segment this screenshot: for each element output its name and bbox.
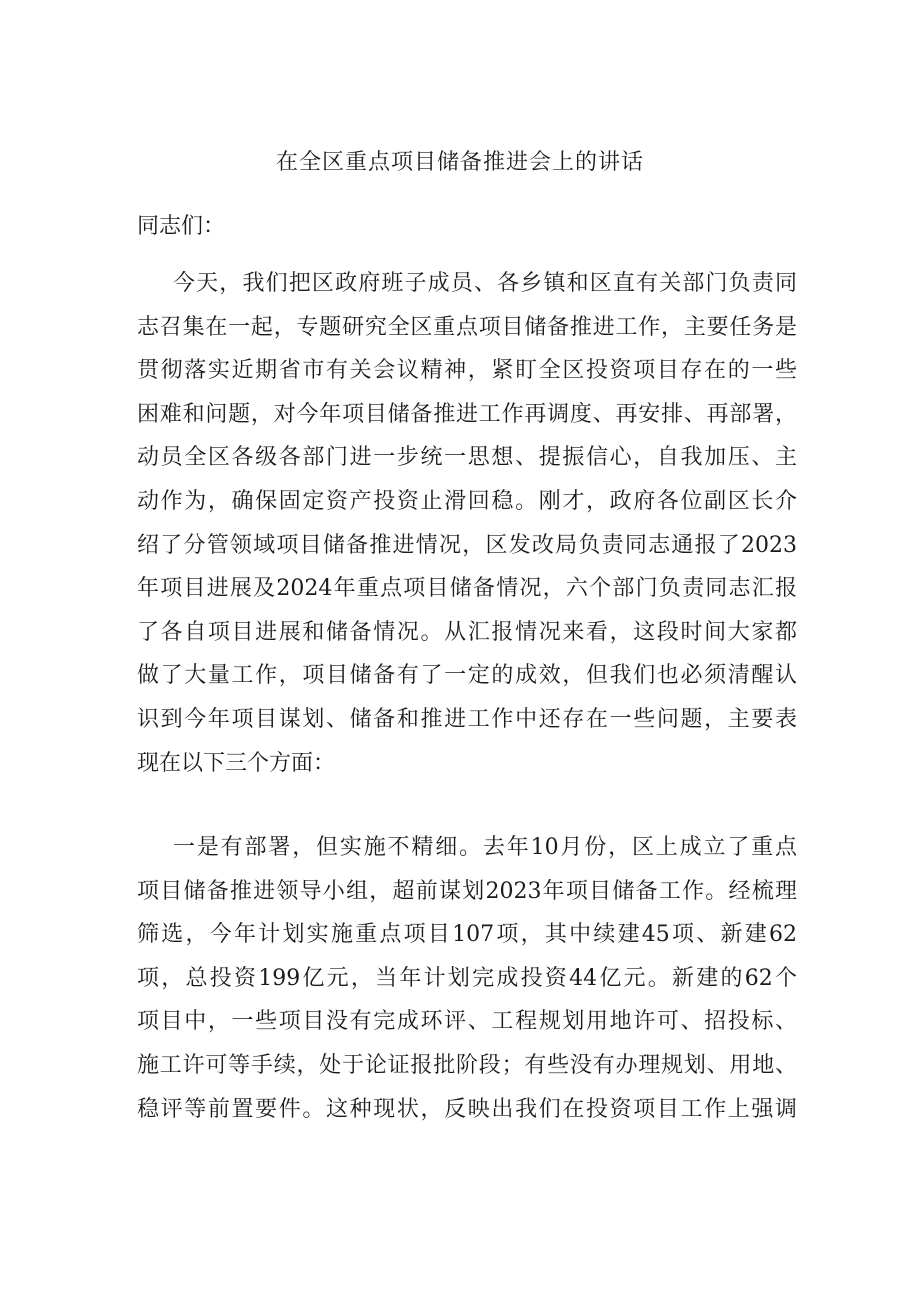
paragraph-line: 筛选，今年计划实施重点项目107项，其中续建45项、新建62: [137, 922, 797, 948]
paragraph-line: 做了大量工作，项目储备有了一定的成效，但我们也必须清醒认: [137, 663, 797, 689]
paragraph-line: 困难和问题，对今年项目储备推进工作再调度、再安排、再部署，: [137, 401, 797, 427]
paragraph-line: 项目储备推进领导小组，超前谋划2023年项目储备工作。经梳理: [137, 878, 797, 904]
paragraph-line: 一是有部署，但实施不精细。去年10月份，区上成立了重点: [173, 835, 797, 860]
paragraph-line: 项，总投资199亿元，当年计划完成投资44亿元。新建的62个: [137, 965, 797, 991]
paragraph-line: 志召集在一起，专题研究全区重点项目储备推进工作，主要任务是: [137, 314, 797, 340]
page-title: 在全区重点项目储备推进会上的讲话: [275, 150, 644, 175]
paragraph-line: 贯彻落实近期省市有关会议精神，紧盯全区投资项目存在的一些: [137, 358, 797, 384]
paragraph-line: 识到今年项目谋划、储备和推进工作中还存在一些问题，主要表: [137, 706, 797, 732]
paragraph-line: 施工许可等手续，处于论证报批阶段；有些没有办理规划、用地、: [137, 1052, 797, 1078]
paragraph-line: 绍了分管领域项目储备推进情况，区发改局负责同志通报了2023: [137, 532, 797, 558]
paragraph-2: [137, 826, 797, 1131]
paragraph-line: 稳评等前置要件。这种现状，反映出我们在投资项目工作上强调: [137, 1096, 797, 1122]
paragraph-line: 动作为，确保固定资产投资止滑回稳。刚才，政府各位副区长介: [137, 488, 797, 514]
paragraph-line: 年项目进展及2024年重点项目储备情况，六个部门负责同志汇报: [137, 576, 797, 602]
salutation: 同志们：: [137, 214, 226, 239]
paragraph-line: 今天，我们把区政府班子成员、各乡镇和区直有关部门负责同: [173, 271, 797, 296]
paragraph-line: 项目中，一些项目没有完成环评、工程规划用地许可、招投标、: [137, 1009, 797, 1035]
paragraph-line: 现在以下三个方面：: [137, 750, 336, 776]
paragraph-line: 了各自项目进展和储备情况。从汇报情况来看，这段时间大家都: [137, 619, 797, 645]
paragraph-1: [137, 262, 797, 785]
paragraph-line: 动员全区各级各部门进一步统一思想、提振信心，自我加压、主: [137, 445, 797, 471]
